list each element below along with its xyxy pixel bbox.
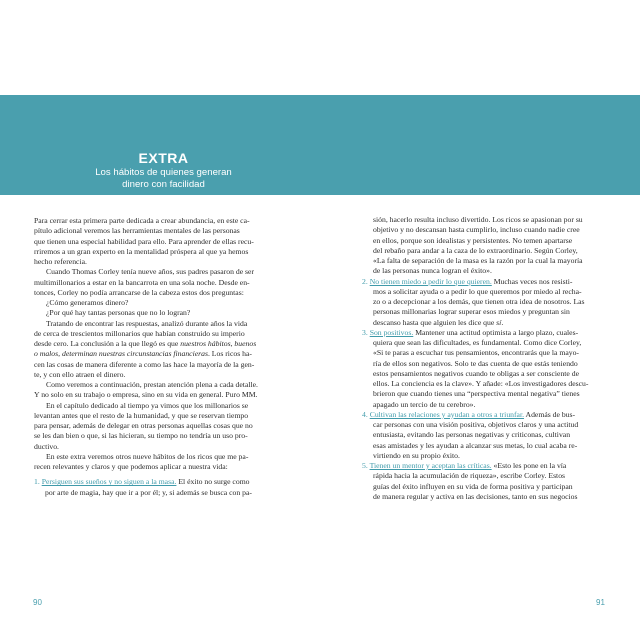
text-line: por arte de magia, hay que ir a por él; y, si además se busca con pa- [45, 487, 252, 497]
text-line: Y no solo en su trabajo o empresa, sino en su vida en general. Puro MM. [34, 390, 258, 400]
list-number: 5. [362, 461, 368, 470]
highlighted-phrase: No tienen miedo a pedir lo que quieren. [369, 276, 492, 286]
text-line: ¿Cómo generamos dinero? [46, 298, 129, 307]
chapter-subtitle [0, 167, 327, 190]
subtitle-line: dinero con facilidad [122, 178, 205, 190]
text-line: car personas con una visión positiva, objetivos claros y una actitud [373, 420, 579, 429]
text-line: en ellos, porque son idealistas y persistentes. No temen apartarse [373, 235, 573, 245]
italic-span: nuestros hábitos, buenos [180, 339, 257, 348]
subtitle-line: Los hábitos de quienes generan [95, 167, 232, 178]
text-line: levantan antes que el resto de la humanidad, y que se reservan tiempo [34, 410, 249, 420]
list-item [34, 477, 278, 498]
list-number: 3. [362, 327, 368, 337]
text-line: mos a solicitar ayuda o a pedir lo que queremos por miedo al recha- [373, 286, 582, 296]
text-line: cen las cosas de manera diferente a como las hace la mayoría de la gen- [34, 359, 255, 369]
text-line: «La falta de separación de la masa es la razón por la cual la mayoría [373, 256, 583, 265]
text-line [362, 410, 606, 420]
page-number-right: 91 [596, 598, 605, 607]
text-line: tonces, Corley no podía arrancarse de la cabeza estos dos preguntas: [34, 287, 244, 297]
text-line: apagado un tercio de tu cerebro». [373, 399, 476, 409]
text-line: rriremos a un gran experto en la mentalidad próspera al que ya hemos [34, 246, 249, 256]
text-line [362, 318, 606, 328]
text-line: esas amistades y les ayudan a alcanzar sus metas, lo cual acaba re- [373, 440, 578, 450]
list-item [362, 328, 606, 410]
text-line: de cerca de trescientos millonarios que habían construido su imperio [34, 328, 245, 338]
text-line: zo o a decepcionar a los demás, que tienen otra idea de nosotros. Las [373, 297, 585, 306]
text-line: que tienen una especial habilidad para ello. Para aprender de ellas recu- [34, 236, 254, 246]
highlighted-phrase: Cultivan las relaciones y ayudan a otros a triunfar. [369, 409, 525, 419]
text-line: objetivo y no descansan hasta cumplirlo, incluso cuando nadie cree [373, 225, 580, 235]
highlighted-phrase: Son positivos. [369, 327, 414, 337]
text-line [362, 277, 606, 287]
text-line: ductivo. [34, 441, 59, 451]
text-line [34, 349, 278, 359]
text-line: Como veremos a continuación, prestan atención plena a cada detalle. [46, 380, 258, 389]
highlighted-phrase: Tienen un mentor y aceptan las críticas. [369, 461, 492, 470]
text-line: estos pensamientos negativos cuando te obligas a ser consciente de [373, 368, 580, 378]
text-line: te, y con ello atraen el dinero. [34, 369, 126, 379]
text-line: guías del éxito influyen en su vida de forma positiva y participan [373, 481, 573, 491]
text-line: multimillonarios a estar en la bancarrota en una sola noche. Desde en- [34, 277, 250, 287]
text-span: «Esto les pone en la vía [491, 461, 567, 470]
text-line [362, 461, 606, 471]
chapter-title: EXTRA [138, 150, 189, 166]
text-line: quiera que sean las dificultades, es fundamental. Como dice Corley, [373, 338, 582, 347]
list-item [362, 461, 606, 502]
text-span: El éxito no surge como [176, 477, 250, 487]
text-line: hecho referencia. [34, 257, 87, 266]
list-number: 1. [34, 477, 40, 487]
text-line [34, 339, 278, 349]
text-line: Cuando Thomas Corley tenía nueve años, sus padres pasaron de ser [46, 267, 255, 277]
list-number: 4. [362, 409, 368, 419]
text-line: ría de ellos son negativos. Solo te das cuenta de que estás teniendo [373, 358, 578, 368]
text-line: personas millonarias lograr superar esos miedos y preguntan sin [373, 307, 570, 317]
list-item [362, 410, 606, 461]
list-item [362, 277, 606, 328]
text-line: de manera regular y activa en las decisiones, tanto en sus negocios [373, 491, 578, 501]
text-line: ellos. La conciencia es la clave». Y añade: «Los investigadores descu- [373, 379, 589, 388]
list-number: 2. [362, 276, 368, 286]
text-span: desde cero. La conclusión a la que llegó es que [34, 339, 181, 348]
text-line: rápida hacia la acumulación de riqueza», escribe Corley. Estos [373, 471, 566, 481]
text-span: Además de bus- [524, 409, 576, 419]
text-line: para pensar, además de delegar en otras personas aquellas cosas que no [34, 421, 253, 430]
text-span: descanso hasta que alguien les dice que [373, 317, 497, 327]
text-line: del rebaño para andar a la caza de lo extraordinario. Según Corley, [373, 245, 578, 255]
text-line: En este extra veremos otros nueve hábitos de los ricos que me pa- [46, 451, 249, 461]
text-span: Mantener una actitud optimista a largo plazo, cuales- [413, 327, 579, 337]
highlighted-phrase: Persiguen sus sueños y no siguen a la masa. [41, 477, 177, 487]
text-line: brieron que cuando tienes una “perspectiva mental negativa” tienes [373, 389, 580, 399]
text-line: virtiendo en su propio éxito. [373, 450, 460, 460]
page-number-left: 90 [33, 598, 42, 607]
text-span: Muchas veces nos resisti- [491, 276, 573, 286]
text-line: ¿Por qué hay tantas personas que no lo logran? [46, 308, 191, 318]
text-line: En el capítulo dedicado al tiempo ya vimos que los millonarios se [46, 400, 249, 410]
text-span: . Los ricos ha- [207, 349, 252, 359]
text-line: pítulo adicional veremos las herramientas mentales de las personas [34, 226, 240, 236]
text-line: recen relevantes y claros y que podemos aplicar a nuestra vida: [34, 462, 228, 471]
right-page-text [362, 215, 606, 502]
left-page-text [34, 216, 278, 498]
text-line: Para cerrar esta primera parte dedicada a crear abundancia, en este ca- [34, 216, 250, 225]
text-line: se les dan bien o que, si las hicieran, su tiempo no tendría un uso pro- [34, 431, 248, 441]
italic-span: o malos, determinan nuestras circunstancias financieras [34, 349, 208, 359]
text-line: de las personas nunca logran el éxito». [373, 266, 492, 276]
italic-span: sí [496, 317, 502, 327]
text-span: . [501, 317, 504, 327]
text-line: entusiasta, evitando las personas negativas y criticonas, cultivan [373, 430, 571, 440]
text-line [362, 328, 606, 338]
text-line: Tratando de encontrar las respuestas, analizó durante años la vida [46, 318, 248, 328]
text-line: «Si te paras a escuchar tus pensamientos, encontrarás que la mayo- [373, 348, 579, 358]
text-line: sión, hacerlo resulta incluso divertido. Los ricos se apasionan por su [373, 215, 583, 224]
